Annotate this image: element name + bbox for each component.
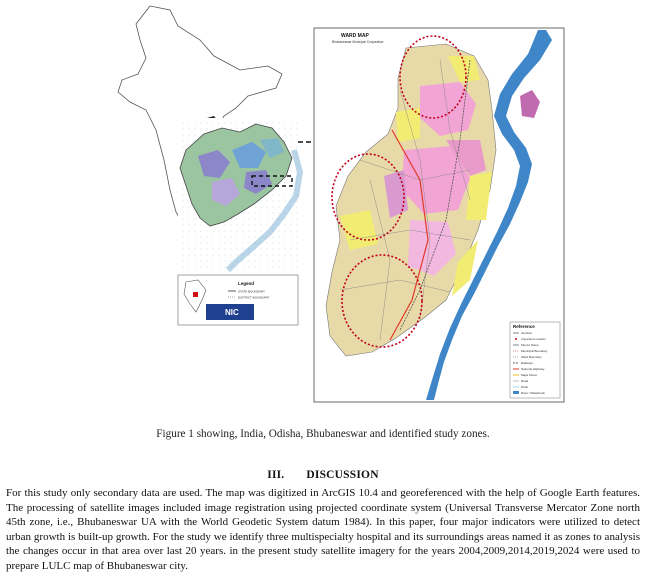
reference-item: Municipal Boundary bbox=[521, 349, 548, 353]
figure-caption: Figure 1 showing, India, Odisha, Bhubaneswar and identified study zones. bbox=[156, 428, 490, 440]
reference-item: Major Road bbox=[521, 373, 537, 377]
reference-item: Junction bbox=[521, 331, 533, 335]
section-number: III. bbox=[267, 469, 285, 481]
reference-item: Ward Boundary bbox=[521, 355, 542, 359]
legend-item-district: DISTRICT BOUNDARY bbox=[238, 295, 270, 300]
odisha-map bbox=[178, 118, 300, 270]
reference-item: Important Location bbox=[521, 337, 546, 341]
reference-item: Mouza Name bbox=[521, 343, 539, 347]
section-title: DISCUSSION bbox=[306, 469, 379, 481]
ward-map-title: WARD MAP bbox=[341, 33, 369, 39]
reference-item: Railways bbox=[521, 361, 534, 365]
reference-title: Reference bbox=[513, 324, 535, 329]
nic-logo: NIC bbox=[225, 308, 239, 317]
ward-map bbox=[314, 28, 564, 402]
legend-title: Legend bbox=[238, 281, 255, 286]
legend-item-state: STATE BOUNDARY bbox=[238, 289, 266, 294]
ward-map-subtitle: Bhubaneswar Municipal Corporation bbox=[332, 40, 384, 44]
legend-box bbox=[178, 275, 298, 325]
section-heading bbox=[0, 469, 646, 481]
reference-item: River / Waterbody bbox=[521, 391, 545, 395]
discussion-paragraph: For this study only secondary data are used. The map was digitized in ArcGIS 10.4 and georeferenced with the help of Google Earth features. The processing of satellite images included image registration using projected coordinate system (Universal Transverse Mercator Zone north 45th zone, i.e., Bhubaneswar UA with the World Geodetic System datum 1984). In this paper, four major indicators were utilized to detect urban growth is built-up growth. For the study we identify three multispecialty hospital and its surroundings areas named it as zones to analysis the changes occur in that area over last 20 years. in the present study satellite imagery for the years 2004,2009,2014,2019,2024 were used to prepare LULC map of Bhubaneswar city. bbox=[6, 487, 640, 572]
reference-item: National Highway bbox=[521, 367, 545, 371]
reference-item: Road bbox=[521, 379, 529, 383]
reference-item: Drain bbox=[521, 385, 529, 389]
